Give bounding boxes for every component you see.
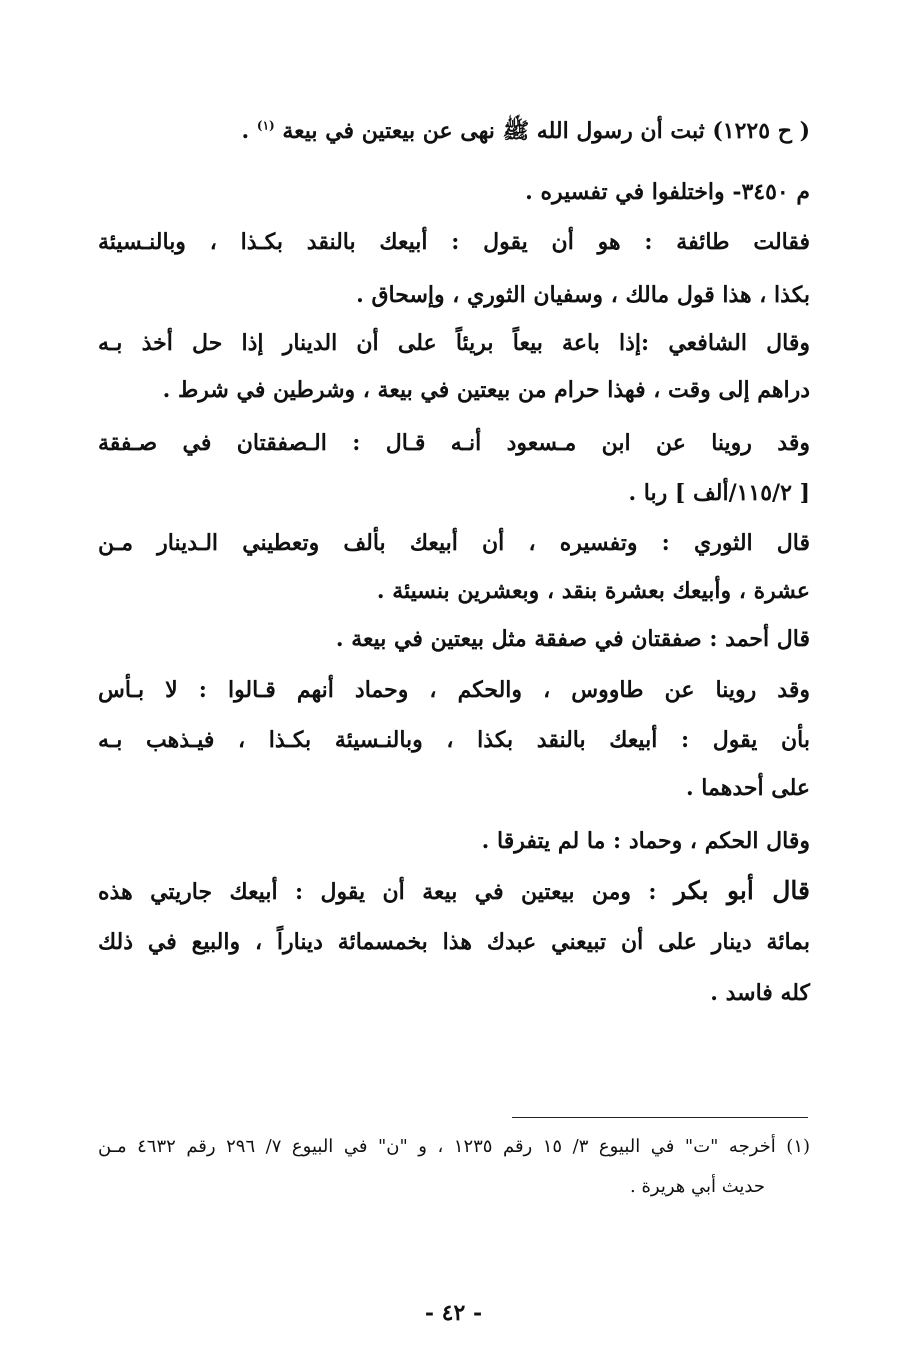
hadith-text: ( ح ١٢٢٥) ثبت أن رسول الله ﷺ نهى عن بيعتين في بيعة [282, 118, 810, 144]
paragraph-6-line-2: بأن يقول : أبيعك بالنقد بكذا ، وبالنـسيئة بكـذا ، فيـذهب بـه [98, 727, 810, 753]
footnote-separator [512, 1117, 808, 1118]
footnote-marker: (١) [256, 118, 275, 133]
paragraph-3-line-1: وقد روينا عن ابن مـسعود أنـه قـال : الـصفقتان في صـفقة [98, 430, 810, 456]
paragraph-8-line-1 [98, 876, 810, 906]
author-lead: قال أبو بكر [673, 876, 810, 905]
paragraph-1-line-1: فقالت طائفة : هو أن يقول : أبيعك بالنقد بكـذا ، وبالنـسيئة [98, 229, 810, 255]
page-number: - ٤٢ - [424, 1300, 483, 1326]
paragraph-6-line-3: على أحدهما . [685, 775, 810, 801]
paragraph-2-line-2: دراهم إلى وقت ، فهذا حرام من بيعتين في بيعة ، وشرطين في شرط . [162, 377, 810, 403]
hadith-end: . [241, 118, 250, 144]
footnote-line-2: حديث أبي هريرة . [630, 1176, 765, 1197]
paragraph-8-line-1-text: : ومن بيعتين في بيعة أن يقول : أبيعك جاريتي هذه [98, 879, 674, 905]
paragraph-3-line-2: [ ١١٥/٢/ألف ] ربا . [628, 480, 810, 506]
paragraph-8-line-3: كله فاسد . [710, 980, 810, 1006]
hadith-line [242, 118, 810, 144]
paragraph-2-line-1: وقال الشافعي :إذا باعة بيعاً بريئاً على أن الدينار إذا حل أخذ بـه [98, 330, 810, 356]
paragraph-7-line-1: وقال الحكم ، وحماد : ما لم يتفرقا . [481, 828, 810, 854]
paragraph-5-line-1: قال أحمد : صفقتان في صفقة مثل بيعتين في بيعة . [335, 626, 810, 652]
paragraph-1-line-2: بكذا ، هذا قول مالك ، وسفيان الثوري ، وإسحاق . [356, 282, 810, 308]
section-heading: م ٣٤٥٠- واختلفوا في تفسيره . [525, 179, 810, 205]
paragraph-4-line-1: قال الثوري : وتفسيره ، أن أبيعك بألف وتعطيني الـدينار مـن [98, 530, 810, 556]
paragraph-8-line-2: بمائة دينار على أن تبيعني عبدك هذا بخمسمائة ديناراً ، والبيع في ذلك [98, 929, 810, 955]
paragraph-6-line-1: وقد روينا عن طاووس ، والحكم ، وحماد أنهم قـالوا : لا بـأس [98, 677, 810, 703]
paragraph-4-line-2: عشرة ، وأبيعك بعشرة بنقد ، وبعشرين بنسيئة . [376, 578, 810, 604]
footnote-line-1: (١) أخرجه "ت" في البيوع ٣/ ١٥ رقم ١٢٣٥ ، و "ن" في البيوع ٧/ ٢٩٦ رقم ٤٦٣٢ مـن [98, 1136, 811, 1157]
